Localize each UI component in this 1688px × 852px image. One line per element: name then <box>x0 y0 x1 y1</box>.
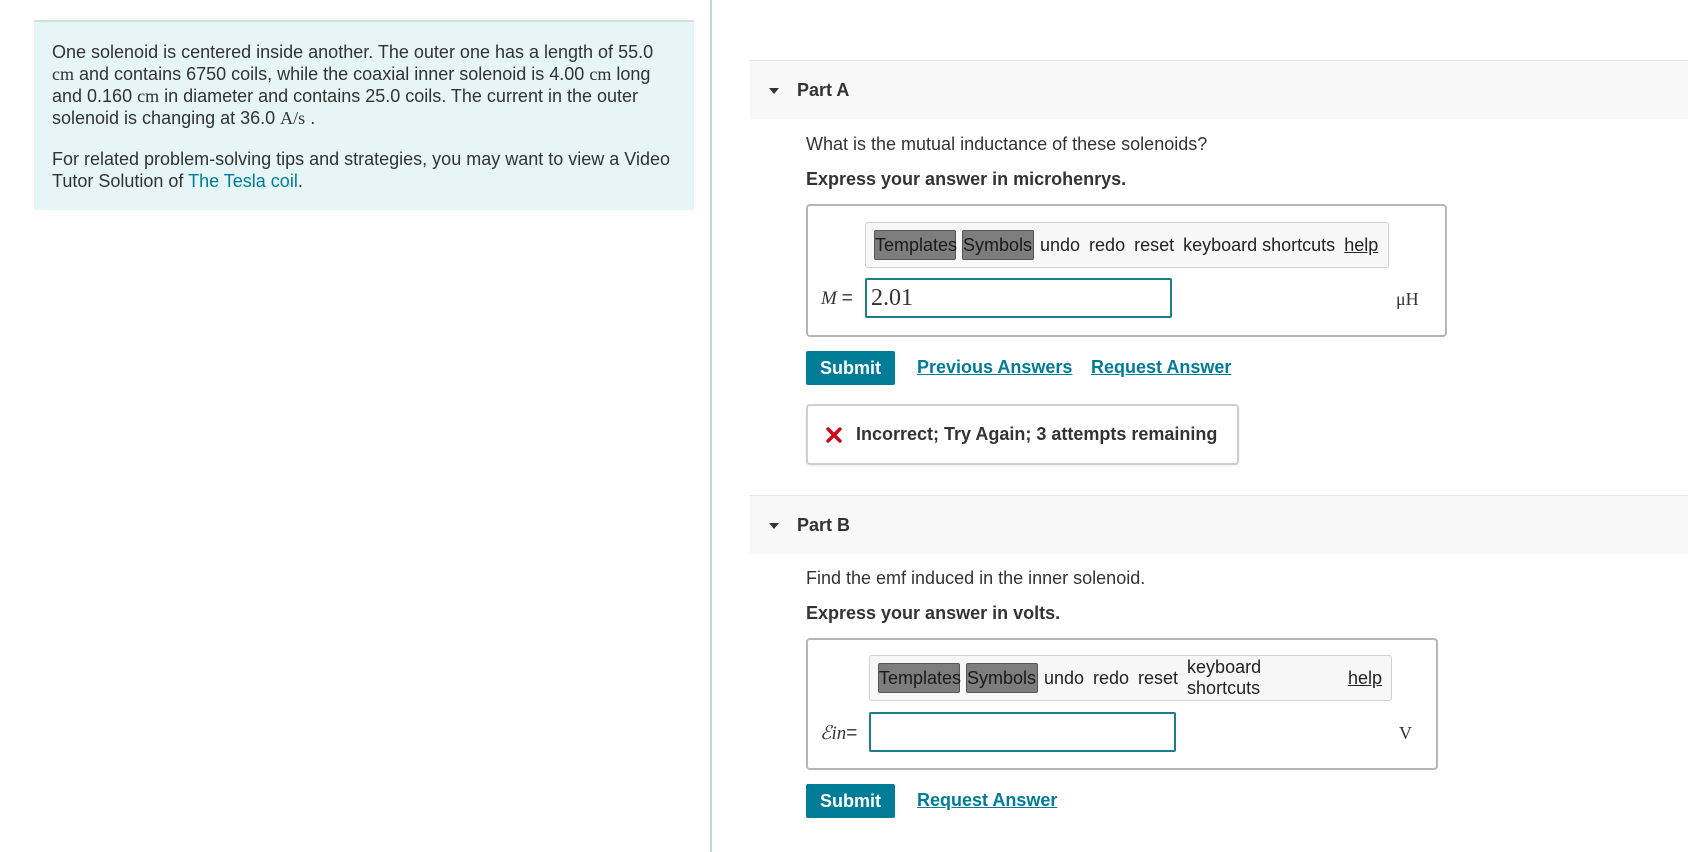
previous-answers-link[interactable]: Previous Answers <box>917 357 1073 377</box>
part-a-question: What is the mutual inductance of these solenoids? <box>806 134 1208 154</box>
part-b-instruction: Express your answer in volts. <box>806 603 1061 623</box>
problem-text: long and 0.160 <box>52 64 651 106</box>
error-x-icon <box>826 427 842 443</box>
math-toolbar <box>865 222 1389 268</box>
tips-text: . <box>297 171 303 191</box>
part-b-answer-box <box>806 638 1438 770</box>
unit-label: V <box>1399 723 1412 743</box>
variable-label <box>821 288 853 310</box>
keyboard-shortcuts-button[interactable]: keyboard shortcuts <box>1187 657 1262 698</box>
submit-button[interactable]: Submit <box>806 784 895 818</box>
equals-sign: = <box>846 723 858 744</box>
part-a-header[interactable] <box>750 60 1688 119</box>
templates-button[interactable]: Templates <box>874 230 956 260</box>
problem-paragraph <box>52 41 676 129</box>
unit-cm: cm <box>137 86 160 106</box>
problem-text: in diameter and contains 25.0 coils. The current in the outer solenoid is changing at 36.0 <box>52 86 639 128</box>
symbols-button[interactable]: Symbols <box>966 663 1038 693</box>
templates-button[interactable]: Templates <box>878 663 960 693</box>
tips-paragraph <box>52 148 676 192</box>
part-b-header[interactable] <box>750 495 1688 554</box>
tesla-coil-link[interactable]: The Tesla coil <box>188 171 298 191</box>
unit-cm: cm <box>52 64 74 84</box>
part-a-title: Part A <box>797 79 850 100</box>
problem-text: . <box>305 108 316 128</box>
problem-text: One solenoid is centered inside another. The outer one has a length of <box>52 42 619 62</box>
unit-cm: cm <box>589 64 612 84</box>
math-toolbar <box>869 655 1392 701</box>
variable-symbol: M <box>821 288 837 309</box>
rate-unit: A/s <box>280 108 306 128</box>
problem-panel <box>0 0 712 852</box>
caret-down-icon[interactable] <box>769 87 779 97</box>
help-button[interactable]: help <box>1344 234 1379 255</box>
problem-text: and contains 6750 coils, while the coaxial inner solenoid is 4.00 <box>74 64 590 84</box>
feedback-text: Incorrect; Try Again; 3 attempts remaining <box>856 424 1218 444</box>
undo-button[interactable]: undo <box>1043 667 1084 688</box>
reset-button[interactable]: reset <box>1138 667 1179 688</box>
keyboard-shortcuts-button[interactable]: keyboard shortcuts <box>1183 234 1336 255</box>
reset-button[interactable]: reset <box>1134 234 1175 255</box>
caret-down-icon[interactable] <box>769 522 779 532</box>
request-answer-link[interactable]: Request Answer <box>917 790 1058 810</box>
variable-symbol: ℰin <box>820 723 847 744</box>
tips-text: For related problem-solving tips and strategies, you may want to view a Video Tutor Solution of <box>52 149 670 191</box>
answer-input[interactable]: 2.01 <box>865 278 1172 318</box>
redo-button[interactable]: redo <box>1089 234 1126 255</box>
variable-label <box>820 722 857 745</box>
problem-statement <box>34 20 694 210</box>
part-a-instruction: Express your answer in microhenrys. <box>806 169 1127 189</box>
answer-input[interactable] <box>869 712 1176 752</box>
request-answer-link[interactable]: Request Answer <box>1091 357 1232 377</box>
symbols-button[interactable]: Symbols <box>962 230 1034 260</box>
outer-length-value: 55.0 <box>618 42 654 62</box>
undo-button[interactable]: undo <box>1040 234 1081 255</box>
part-b-question: Find the emf induced in the inner solenoid. <box>806 568 1146 588</box>
feedback-box <box>806 404 1239 465</box>
part-b-title: Part B <box>797 514 851 535</box>
submit-button[interactable]: Submit <box>806 351 895 385</box>
equals-sign: = <box>841 288 853 309</box>
parts-panel <box>750 0 1688 852</box>
unit-label: μH <box>1396 289 1419 309</box>
part-a-answer-box <box>806 204 1447 337</box>
help-button[interactable]: help <box>1347 667 1382 688</box>
redo-button[interactable]: redo <box>1092 667 1130 688</box>
